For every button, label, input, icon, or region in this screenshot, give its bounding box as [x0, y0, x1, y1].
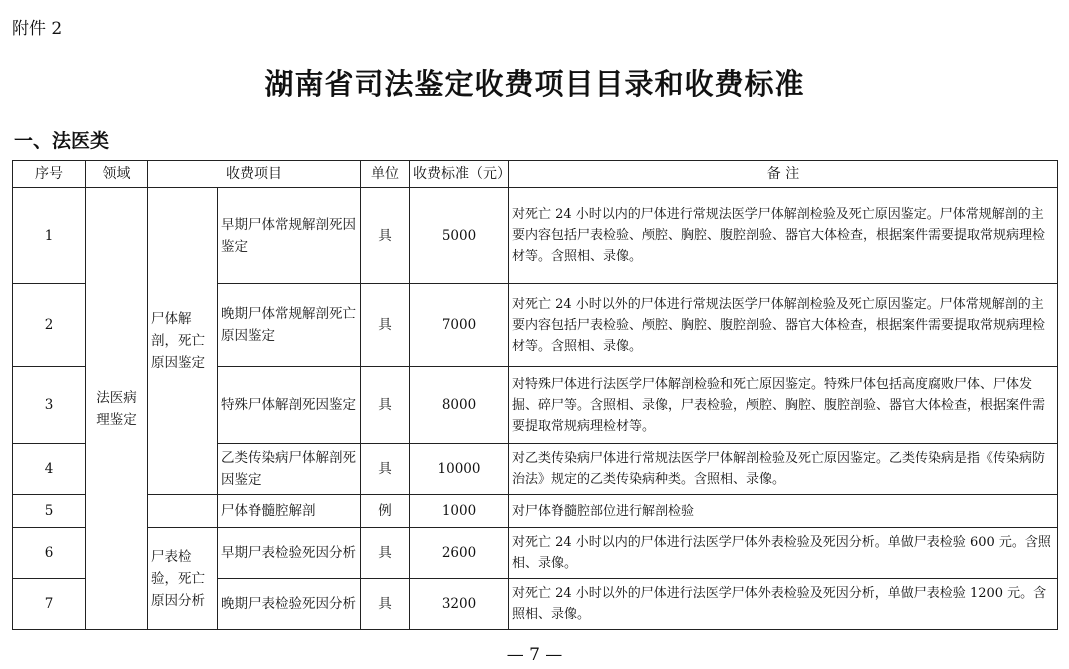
row-no: 5	[13, 495, 86, 528]
table-row	[13, 495, 1058, 528]
row-remark: 对乙类传染病尸体进行常规法医学尸体解剖检验及死亡原因鉴定。乙类传染病是指《传染病防治法》规定的乙类传染病种类。含照相、录像。	[509, 444, 1058, 495]
row-remark: 对死亡 24 小时以外的尸体进行常规法医学尸体解剖检验及死亡原因鉴定。尸体常规解剖的主要内容包括尸表检验、颅腔、胸腔、腹腔剖验、器官大体检查，根据案件需要提取常规病理检材等。含照相、录像。	[509, 284, 1058, 367]
section-heading: 一、法医类	[14, 130, 110, 152]
row-fee: 7000	[410, 284, 509, 367]
header-fee: 收费标准（元）	[410, 161, 509, 188]
page-number: — 7 —	[506, 645, 563, 665]
row-remark: 对尸体脊髓腔部位进行解剖检验	[509, 495, 1058, 528]
row-item: 特殊尸体解剖死因鉴定	[218, 367, 361, 444]
row-fee: 5000	[410, 188, 509, 284]
row-fee: 3200	[410, 579, 509, 630]
row-fee: 2600	[410, 528, 509, 579]
row-item: 晚期尸体常规解剖死亡原因鉴定	[218, 284, 361, 367]
row-no: 7	[13, 579, 86, 630]
fee-table	[12, 160, 1058, 630]
row-no: 3	[13, 367, 86, 444]
row-no: 6	[13, 528, 86, 579]
row-no: 1	[13, 188, 86, 284]
row-item: 早期尸表检验死因分析	[218, 528, 361, 579]
row-unit: 具	[361, 444, 410, 495]
field-cell: 法医病理鉴定	[86, 188, 148, 630]
row-remark: 对死亡 24 小时以内的尸体进行常规法医学尸体解剖检验及死亡原因鉴定。尸体常规解剖的主要内容包括尸表检验、颅腔、胸腔、腹腔剖验、器官大体检查，根据案件需要提取常规病理检材等。含照相、录像。	[509, 188, 1058, 284]
row-item: 尸体脊髓腔解剖	[218, 495, 361, 528]
group-cell: 尸表检验，死亡原因分析	[148, 528, 218, 630]
row-unit: 具	[361, 579, 410, 630]
table-header-row	[13, 161, 1058, 188]
row-no: 2	[13, 284, 86, 367]
row-unit: 具	[361, 188, 410, 284]
header-remark: 备 注	[509, 161, 1058, 188]
table-row	[13, 188, 1058, 284]
row-fee: 8000	[410, 367, 509, 444]
row-item: 乙类传染病尸体解剖死因鉴定	[218, 444, 361, 495]
row-remark: 对死亡 24 小时以外的尸体进行法医学尸体外表检验及死因分析，单做尸表检验 1200 元。含照相、录像。	[509, 579, 1058, 630]
row-unit: 例	[361, 495, 410, 528]
header-item: 收费项目	[148, 161, 361, 188]
row-item: 早期尸体常规解剖死因鉴定	[218, 188, 361, 284]
row-no: 4	[13, 444, 86, 495]
attachment-label: 附件 2	[12, 19, 63, 39]
table-row	[13, 528, 1058, 579]
row-fee: 10000	[410, 444, 509, 495]
header-no: 序号	[13, 161, 86, 188]
document-title: 湖南省司法鉴定收费项目目录和收费标准	[264, 67, 805, 101]
group-cell-empty	[148, 495, 218, 528]
row-unit: 具	[361, 528, 410, 579]
row-item: 晚期尸表检验死因分析	[218, 579, 361, 630]
header-unit: 单位	[361, 161, 410, 188]
header-field: 领域	[86, 161, 148, 188]
row-unit: 具	[361, 367, 410, 444]
row-remark: 对特殊尸体进行法医学尸体解剖检验和死亡原因鉴定。特殊尸体包括高度腐败尸体、尸体发掘、碎尸等。含照相、录像，尸表检验，颅腔、胸腔、腹腔剖验、器官大体检查，根据案件需要提取常规病理检材等。	[509, 367, 1058, 444]
row-remark: 对死亡 24 小时以内的尸体进行法医学尸体外表检验及死因分析。单做尸表检验 600 元。含照相、录像。	[509, 528, 1058, 579]
row-unit: 具	[361, 284, 410, 367]
group-cell: 尸体解剖，死亡原因鉴定	[148, 188, 218, 495]
row-fee: 1000	[410, 495, 509, 528]
